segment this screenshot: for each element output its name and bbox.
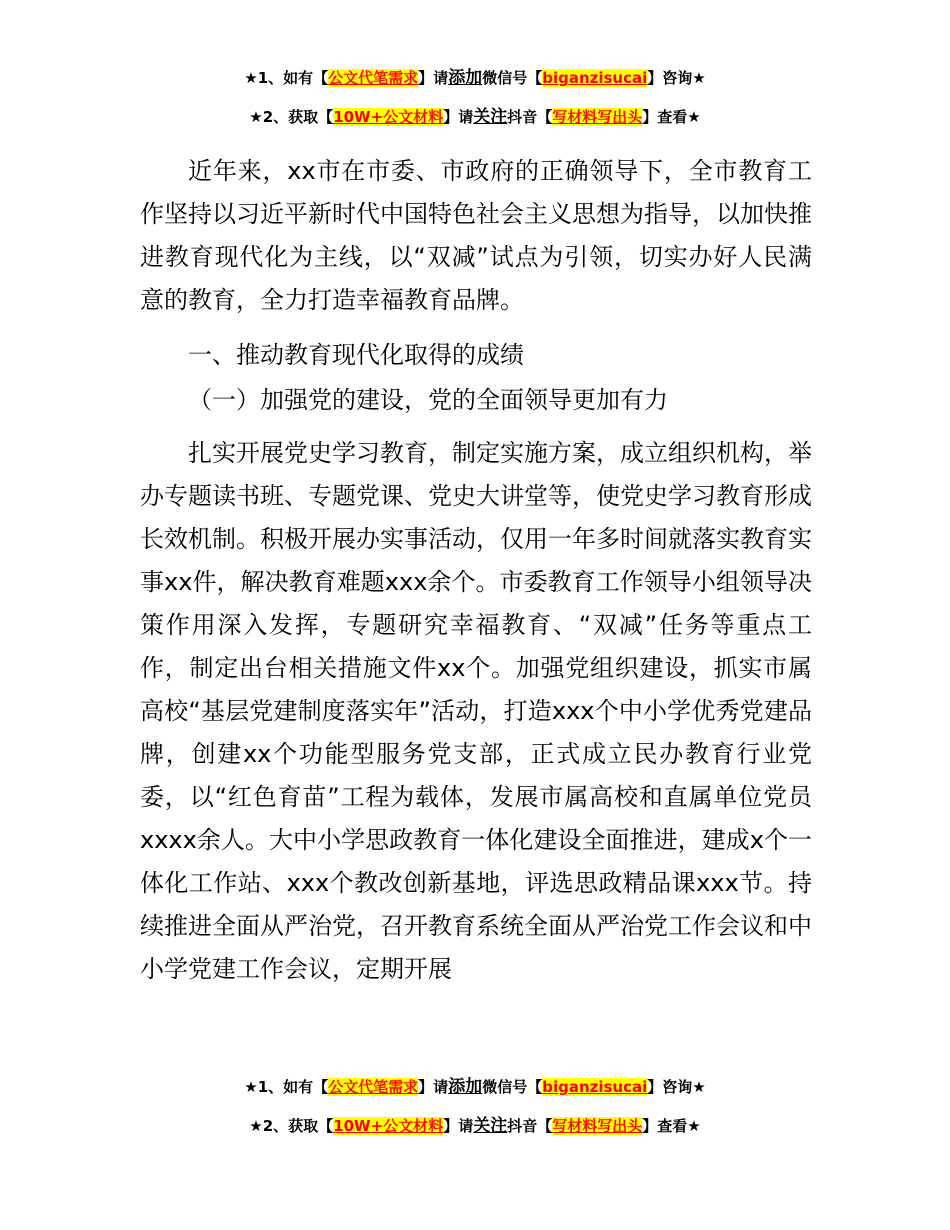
banner-emphasis: 关注 — [473, 1116, 508, 1136]
banner-highlight-wechat-id: biganzisucai — [542, 69, 648, 87]
banner-text: 】请 — [418, 69, 449, 87]
subsection-heading: （一）加强党的建设，党的全面领导更加有力 — [188, 386, 668, 414]
banner-suffix: 】咨询★ — [647, 69, 706, 87]
banner-text: 】请 — [443, 108, 474, 126]
section-heading: 一、推动教育现代化取得的成绩 — [188, 341, 524, 369]
bottom-banner-line-1 — [0, 1077, 950, 1097]
banner-prefix: ★2、获取【 — [249, 108, 334, 126]
banner-highlight-materials: 10W+公文材料 — [333, 1117, 444, 1135]
banner-suffix: 】咨询★ — [647, 1078, 706, 1096]
banner-suffix: 】查看★ — [642, 1117, 701, 1135]
banner-text: 微信号【 — [482, 1078, 543, 1096]
banner-text: 微信号【 — [482, 69, 543, 87]
top-banner-line-2 — [0, 107, 950, 127]
banner-prefix: ★2、获取【 — [249, 1117, 334, 1135]
body-paragraph: 扎实开展党史学习教育，制定实施方案，成立组织机构，举办专题读书班、专题党课、党史大讲堂等，使党史学习教育形成长效机制。积极开展办实事活动，仅用一年多时间就落实教育实事xx件，解决教育难题xxx余个。市委教育工作领导小组领导决策作用深入发挥，专题研究幸福教育、“双减”任务等重点工作，制定出台相关措施文件xx个。加强党组织建设，抓实市属高校“基层党建制度落实年”活动，打造xxx个中小学优秀党建品牌，创建xx个功能型服务党支部，正式成立民办教育行业党委，以“红色育苗”工程为载体，发展市属高校和直属单位党员xxxx余人。大中小学思政教育一体化建设全面推进，建成x个一体化工作站、xxx个教改创新基地，评选思政精品课xxx节。持续推进全面从严治党，召开教育系统全面从严治党工作会议和中小学党建工作会议，定期开展 — [140, 439, 812, 983]
banner-highlight-douyin-account: 写材料写出头 — [552, 1117, 643, 1135]
banner-text: 】请 — [418, 1078, 449, 1096]
banner-highlight-service: 公文代笔需求 — [328, 1078, 419, 1096]
banner-emphasis: 关注 — [473, 107, 508, 127]
banner-highlight-douyin-account: 写材料写出头 — [552, 108, 643, 126]
banner-prefix: ★1、如有【 — [244, 1078, 329, 1096]
banner-highlight-materials: 10W+公文材料 — [333, 108, 444, 126]
document-body — [140, 150, 812, 991]
banner-suffix: 】查看★ — [642, 108, 701, 126]
banner-text: 】请 — [443, 1117, 474, 1135]
intro-paragraph: 近年来，xx市在市委、市政府的正确领导下，全市教育工作坚持以习近平新时代中国特色社会主义思想为指导，以加快推进教育现代化为主线，以“双减”试点为引领，切实办好人民满意的教育，全力打造幸福教育品牌。 — [140, 157, 812, 314]
bottom-banner-line-2 — [0, 1116, 950, 1136]
banner-prefix: ★1、如有【 — [244, 69, 329, 87]
banner-text: 抖音【 — [507, 1117, 553, 1135]
banner-emphasis: 添加 — [448, 1077, 483, 1097]
banner-highlight-service: 公文代笔需求 — [328, 69, 419, 87]
banner-text: 抖音【 — [507, 108, 553, 126]
banner-emphasis: 添加 — [448, 68, 483, 88]
top-banner-line-1 — [0, 68, 950, 88]
banner-highlight-wechat-id: biganzisucai — [542, 1078, 648, 1096]
